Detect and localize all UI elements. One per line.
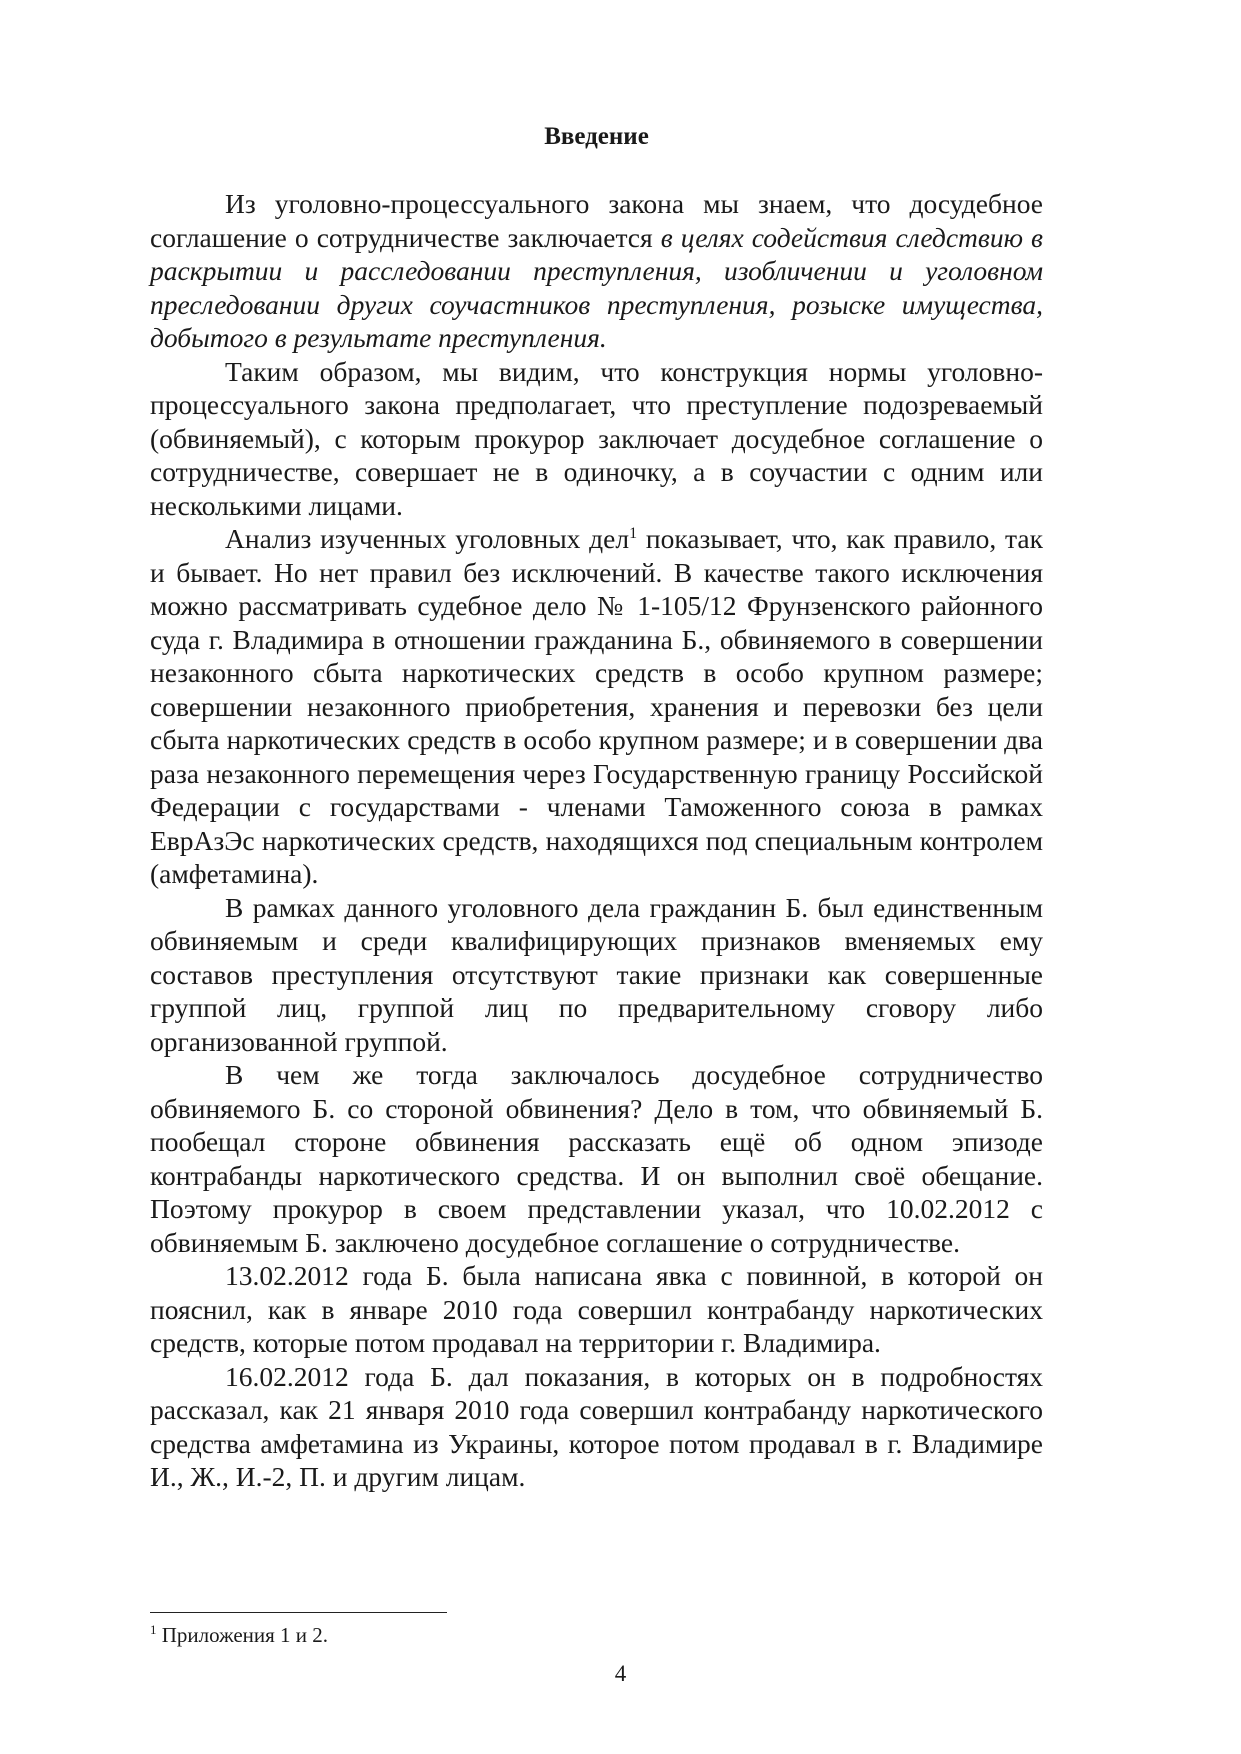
- page-number: 4: [614, 1661, 627, 1686]
- paragraph-1-text: Из уголовно-процессуального закона мы знаем, что досудебное соглашение о сотрудничестве заключается: [150, 188, 1043, 253]
- paragraph-5: В чем же тогда заключалось досудебное сотрудничество обвиняемого Б. со стороной обвинения? Дело в том, что обвиняемый Б. пообещал стороне обвинения рассказать ещё об одном эпизоде контрабанды наркотического средства. И он выполнил своё обещание. Поэтому прокурор в своем представлении указал, что 10.02.2012 с обвиняемым Б. заключено досудебное соглашение о сотрудничестве.: [150, 1059, 1043, 1258]
- footnote-text: Приложения 1 и 2.: [156, 1623, 329, 1647]
- paragraph-6: 13.02.2012 года Б. была написана явка с повинной, в которой он пояснил, как в январе 2010 года совершил контрабанду наркотических средств, которые потом продавал на территории г. Владимира.: [150, 1260, 1043, 1358]
- paragraph-2: Таким образом, мы видим, что конструкция нормы уголовно-процессуального закона предполагает, что преступление подозреваемый (обвиняемый), с которым прокурор заключает досудебное соглашение о сотрудничестве, совершает не в одиночку, а в соучастии с одним или несколькими лицами.: [150, 355, 1043, 521]
- paragraph-3-rest: показывает, что, как правило, так и бывает. Но нет правил без исключений. В качестве такого исключения можно рассматривать судебное дело № 1-105/12 Фрунзенского районного суда г. Владимира в отношении гражданина Б., обвиняемого в совершении незаконного сбыта наркотических средств в особо крупном размере; совершении незаконного приобретения, хранения и перевозки без цели сбыта наркотических средств в особо крупном размере; и в совершении два раза незаконного перемещения через Государственную границу Российской Федерации с государствами - членами Таможенного союза в рамках ЕврАзЭс наркотических средств, находящихся под специальным контролем (амфетамина).: [150, 523, 1043, 889]
- footnote-reference: 1: [629, 524, 638, 542]
- footnote-mark: 1: [150, 1622, 157, 1637]
- paragraph-1: [150, 187, 1043, 355]
- paragraph-1-italic-quote: в целях содействия следствию в раскрытии и расследовании преступления, изобличении и уголовном преследовании других соучастников преступления, розыске имущества, добытого в результате преступления.: [150, 221, 1043, 353]
- body-text: [150, 187, 1043, 1494]
- paragraph-3: [150, 522, 1043, 891]
- paragraph-4: В рамках данного уголовного дела гражданин Б. был единственным обвиняемым и среди квалифицирующих признаков вменяемых ему составов преступления отсутствуют такие признаки как совершенные группой лиц, группой лиц по предварительному сговору либо организованной группой.: [150, 891, 1043, 1057]
- footnote: [150, 1622, 850, 1648]
- paragraph-3-lead: Анализ изученных уголовных дел: [225, 523, 630, 554]
- page-title: Введение: [544, 123, 649, 150]
- paragraph-7: 16.02.2012 года Б. дал показания, в которых он в подробностях рассказал, как 21 января 2010 года совершил контрабанду наркотического средства амфетамина из Украины, которое потом продавал в г. Владимире И., Ж., И.-2, П. и другим лицам.: [150, 1360, 1043, 1492]
- footnote-divider: [150, 1612, 447, 1613]
